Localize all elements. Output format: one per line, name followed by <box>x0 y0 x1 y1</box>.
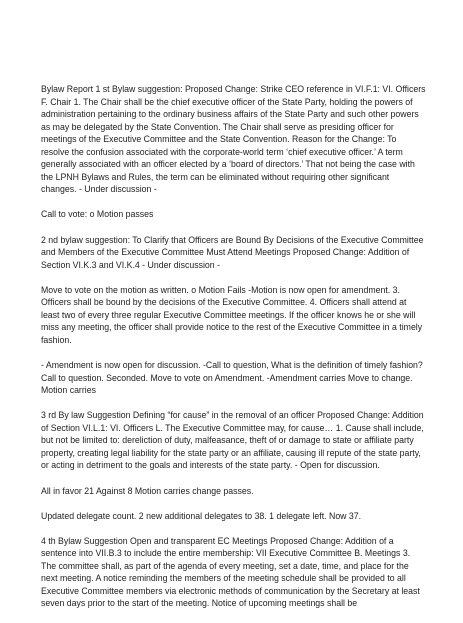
paragraph-bylaw-1: Bylaw Report 1 st Bylaw suggestion: Proposed Change: Strike CEO reference in VI.F.1: VI. Officers F. Chair 1. The Chair shall be the chief executive officer of the State Party, holding the powers of administration pertaining to the ordinary business affairs of the State Party and such other powers as may be delegated by the State Convention. The Chair shall serve as presiding officer for meetings of the Executive Committee and the State Convention. Reason for the Change: To resolve the confusion associated with the corporate-world term ‘chief executive officer.’ A term generally associated with an officer elected by a ‘board of directors.’ That not being the case with the LPNH Bylaws and Rules, the term can be eliminated without requiring other significant changes. - Under discussion - <box>41 84 426 195</box>
paragraph-delegate-count: Updated delegate count. 2 new additional delegates to 38. 1 delegate left. Now 37. <box>41 510 362 521</box>
paragraph-motion-vote: Move to vote on the motion as written. o Motion Fails -Motion is now open for amendment. 3. Officers shall be bound by the decisions of the Executive Committee. 4. Officers shall attend at least two of every three regular Executive Committee meetings. If the officer knows he or she will miss any meeting, the officer shall provide notice to the rest of the Executive Committee in a timely fashion. <box>41 284 423 345</box>
paragraph-bylaw-2: 2 nd bylaw suggestion: To Clarify that Officers are Bound By Decisions of the Executive Committee and Members of the Executive Committee Must Attend Meetings Proposed Change: Addition of Section VI.K.3 and VI.K.4 - Under discussion - <box>41 234 424 270</box>
paragraph-call-to-vote: Call to vote: o Motion passes <box>41 209 154 220</box>
paragraph-vote-result: All in favor 21 Against 8 Motion carries change passes. <box>41 485 254 496</box>
paragraph-amendment: - Amendment is now open for discussion. -Call to question, What is the definition of timely fashion? Call to question. Seconded. Move to vote on Amendment. -Amendment carries Move to change. Motion carries <box>41 360 423 396</box>
document-body <box>41 83 426 623</box>
paragraph-bylaw-3: 3 rd By law Suggestion Defining “for cause” in the removal of an officer Proposed Change: Addition of Section VI.L.1: VI. Officers L. The Executive Committee may, for cause… 1. Cause shall include, but not be limited to: dereliction of duty, malfeasance, theft of or damage to state or affiliate party property, creating legal liability for the state party or an affiliate, causing ill repute of the state party, or acting in detriment to the goals and interests of the state party. - Open for discussion. <box>41 410 424 471</box>
paragraph-bylaw-4: 4 th Bylaw Suggestion Open and transparent EC Meetings Proposed Change: Addition of a sentence into VII.B.3 to include the entire membership: VII Executive Committee B. Meetings 3. The committee shall, as part of the agenda of every meeting, set a date, time, and place for the next meeting. A notice reminding the members of the meeting schedule shall be provided to all Executive Committee members via electronic methods of communication by the Secretary at least seven days prior to the start of the meeting. Notice of upcoming meetings shall be <box>41 535 420 609</box>
